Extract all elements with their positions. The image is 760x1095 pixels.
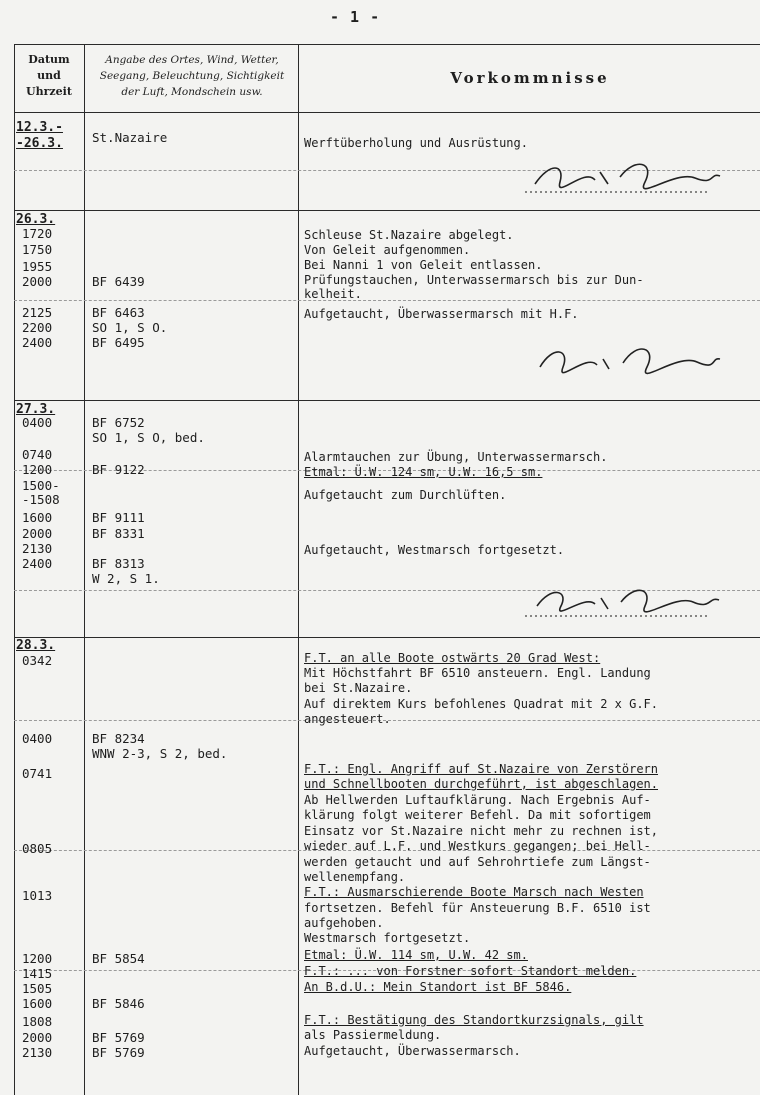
event-line: klärung folgt weiterer Befehl. Da mit sofortigem	[304, 808, 651, 822]
event-line: Aufgetaucht, Westmarsch fortgesetzt.	[304, 543, 565, 557]
entry-time: 0400	[22, 415, 53, 430]
entry-time: 1808	[22, 1014, 53, 1029]
entry-place: WNW 2-3, S 2, bed.	[92, 746, 228, 761]
section-rule-26	[14, 210, 760, 211]
column-divider-2	[298, 44, 299, 1095]
event-line: Auf direktem Kurs befohlenes Quadrat mit 2 x G.F.	[304, 697, 659, 711]
entry-place: St.Nazaire	[92, 130, 168, 145]
event-line: Von Geleit aufgenommen.	[304, 243, 471, 257]
header-vorkommnisse: Vorkommnisse	[450, 69, 610, 87]
event-line: wellenempfang.	[304, 870, 406, 884]
entry-time: 0342	[22, 653, 53, 668]
event-line: wieder auf L.F. und Westkurs gegangen; bei Hell-	[304, 839, 651, 853]
signature-image	[525, 152, 725, 197]
event-line: F.T.: Ausmarschierende Boote Marsch nach Westen	[304, 885, 644, 899]
entry-time: 2400	[22, 335, 53, 350]
entry-time: 2000	[22, 274, 53, 289]
entry-time: 2125	[22, 305, 53, 320]
event-line: F.T.: ... von Forstner sofort Standort melden.	[304, 964, 637, 978]
entry-place: BF 8313	[92, 556, 145, 571]
entry-time: 1505	[22, 981, 53, 996]
entry-place: BF 8331	[92, 526, 145, 541]
entry-date: 26.3.	[16, 212, 56, 227]
entry-time: 0741	[22, 766, 53, 781]
event-line: Bei Nanni 1 von Geleit entlassen.	[304, 258, 543, 272]
entry-date: 27.3.	[16, 402, 56, 417]
event-line: F.T.: Engl. Angriff auf St.Nazaire von Zerstörern	[304, 762, 659, 776]
event-line: F.T. an alle Boote ostwärts 20 Grad West:	[304, 651, 601, 665]
event-line: Alarmtauchen zur Übung, Unterwassermarsch.	[304, 450, 608, 464]
event-line: Schleuse St.Nazaire abgelegt.	[304, 228, 514, 242]
entry-place: BF 6752	[92, 415, 145, 430]
entry-place: W 2, S 1.	[92, 571, 160, 586]
entry-time: 0740	[22, 447, 53, 462]
event-line: Aufgetaucht zum Durchlüften.	[304, 488, 507, 502]
entry-place: BF 9111	[92, 510, 145, 525]
header-top-rule	[14, 44, 760, 45]
entry-place: BF 5846	[92, 996, 145, 1011]
event-line: Ab Hellwerden Luftaufklärung. Nach Ergebnis Auf-	[304, 793, 651, 807]
header-datum: Datum und Uhrzeit	[26, 53, 72, 98]
event-line: Mit Höchstfahrt BF 6510 ansteuern. Engl. Landung	[304, 666, 651, 680]
column-divider-1	[84, 44, 85, 1095]
entry-place: BF 9122	[92, 462, 145, 477]
dotted-rule	[14, 300, 760, 301]
entry-time: 2130	[22, 541, 53, 556]
entry-time: 1955	[22, 259, 53, 274]
entry-time: 1200	[22, 951, 53, 966]
event-line: kelheit.	[304, 287, 362, 301]
left-border	[14, 44, 15, 1095]
entry-time: 2000	[22, 1030, 53, 1045]
entry-time: 1013	[22, 888, 53, 903]
entry-time: 1600	[22, 510, 53, 525]
event-line: werden getaucht und auf Sehrohrtiefe zum Längst-	[304, 855, 651, 869]
event-line: Etmal: Ü.W. 114 sm, U.W. 42 sm.	[304, 948, 528, 962]
event-line: angesteuert.	[304, 712, 391, 726]
section-rule-27	[14, 400, 760, 401]
signature-image	[525, 337, 725, 382]
entry-time: 1500-	[22, 478, 60, 493]
entry-date: -26.3.	[16, 136, 63, 151]
entry-time: 1200	[22, 462, 53, 477]
event-line: fortsetzen. Befehl für Ansteuerung B.F. 6510 ist	[304, 901, 651, 915]
entry-place: BF 5854	[92, 951, 145, 966]
event-line: Aufgetaucht, Überwassermarsch mit H.F.	[304, 307, 579, 321]
header-ort: Angabe des Ortes, Wind, Wetter, Seegang, Beleuchtung, Sichtigkeit der Luft, Mondschein usw.	[99, 54, 285, 98]
entry-time: 2130	[22, 1045, 53, 1060]
section-rule-28	[14, 637, 760, 638]
entry-place: SO 1, S O, bed.	[92, 430, 205, 445]
entry-time: 1600	[22, 996, 53, 1011]
event-line: bei St.Nazaire.	[304, 681, 413, 695]
event-line: aufgehoben.	[304, 916, 384, 930]
entry-time: 0805	[22, 841, 53, 856]
event-line: Prüfungstauchen, Unterwassermarsch bis zur Dun-	[304, 273, 644, 287]
entry-time: 0400	[22, 731, 53, 746]
entry-time: 2400	[22, 556, 53, 571]
entry-place: BF 8234	[92, 731, 145, 746]
event-line: An B.d.U.: Mein Standort ist BF 5846.	[304, 980, 572, 994]
entry-time: 1415	[22, 966, 53, 981]
entry-place: SO 1, S O.	[92, 320, 168, 335]
page-number: - 1 -	[330, 8, 381, 26]
event-line: als Passiermeldung.	[304, 1028, 442, 1042]
entry-place: BF 6463	[92, 305, 145, 320]
event-line: Etmal: Ü.W. 124 sm, U.W. 16,5 sm.	[304, 465, 543, 479]
entry-time: 1720	[22, 226, 53, 241]
signature-image	[525, 578, 725, 623]
entry-place: BF 5769	[92, 1045, 145, 1060]
entry-date: 12.3.-	[16, 120, 63, 135]
entry-place: BF 6495	[92, 335, 145, 350]
entry-time: 2200	[22, 320, 53, 335]
entry-date: 28.3.	[16, 638, 56, 653]
entry-time: -1508	[22, 492, 60, 507]
event-line: F.T.: Bestätigung des Standortkurzsignals, gilt	[304, 1013, 644, 1027]
entry-place: BF 5769	[92, 1030, 145, 1045]
entry-place: BF 6439	[92, 274, 145, 289]
event-line: Aufgetaucht, Überwassermarsch.	[304, 1044, 521, 1058]
header-bottom-rule	[14, 112, 760, 113]
event-line: Westmarsch fortgesetzt.	[304, 931, 471, 945]
event-line: Einsatz vor St.Nazaire nicht mehr zu rechnen ist,	[304, 824, 659, 838]
event-line: und Schnellbooten durchgeführt, ist abgeschlagen.	[304, 777, 659, 791]
entry-time: 1750	[22, 242, 53, 257]
event-line: Werftüberholung und Ausrüstung.	[304, 136, 528, 150]
entry-time: 2000	[22, 526, 53, 541]
